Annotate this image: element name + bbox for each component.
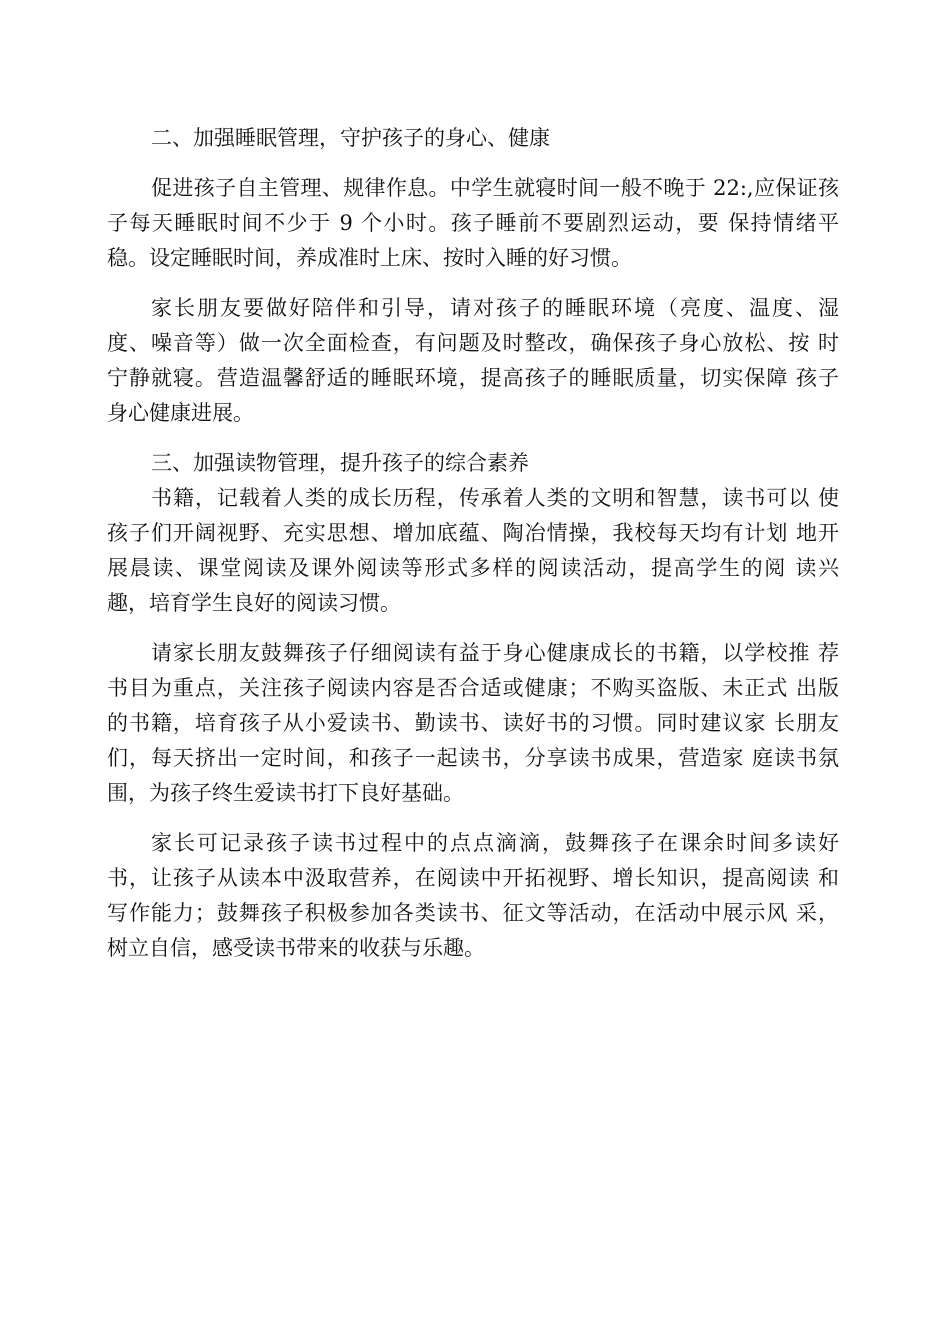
paragraph-line: 围，为孩子终生爱读书打下良好基础。: [107, 781, 464, 805]
paragraph-line: 身心健康进展。: [107, 401, 254, 425]
paragraph-line: 书籍，记载着人类的成长历程，传承着人类的文明和智慧，读书可以 使: [151, 486, 839, 510]
paragraph-line: 度、噪音等）做一次全面检查，有问题及时整改，确保孩子身心放松、按 时: [107, 331, 839, 355]
paragraph-line: 稳。设定睡眠时间，养成准时上床、按时入睡的好习惯。: [107, 246, 632, 270]
document-body: [107, 121, 839, 966]
paragraph-line: 家长可记录孩子读书过程中的点点滴滴，鼓舞孩子在课余时间多读好: [151, 831, 839, 855]
paragraph-line: 写作能力；鼓舞孩子积极参加各类读书、征文等活动，在活动中展示风 采，: [107, 901, 839, 925]
paragraph-line: 家长朋友要做好陪伴和引导，请对孩子的睡眠环境（亮度、温度、湿: [151, 296, 839, 320]
paragraph-line: 们，每天挤出一定时间，和孩子一起读书，分享读书成果，营造家 庭读书氛: [107, 746, 839, 770]
paragraph: [107, 826, 839, 966]
paragraph: [107, 636, 839, 811]
paragraph-line: 请家长朋友鼓舞孩子仔细阅读有益于身心健康成长的书籍，以学校推 荐: [151, 641, 839, 665]
paragraph: [107, 171, 839, 276]
paragraph-line: 促进孩子自主管理、规律作息。中学生就寝时间一般不晚于 22:,应保证孩: [151, 176, 839, 200]
paragraph-line: 书，让孩子从读本中汲取营养，在阅读中开拓视野、增长知识，提高阅读 和: [107, 866, 839, 890]
paragraph-line: 子每天睡眠时间不少于 9 个小时。孩子睡前不要剧烈运动，要 保持情绪平: [107, 211, 839, 235]
paragraph-line: 趣，培育学生良好的阅读习惯。: [107, 591, 401, 615]
paragraph-line: 孩子们开阔视野、充实思想、增加底蕴、陶冶情操，我校每天均有计划 地开: [107, 521, 839, 545]
paragraph-line: 书目为重点，关注孩子阅读内容是否合适或健康；不购买盗版、未正式 出版: [107, 676, 839, 700]
section-heading: 二、加强睡眠管理，守护孩子的身心、健康: [151, 126, 550, 150]
paragraph: [107, 481, 839, 621]
paragraph-line: 树立自信，感受读书带来的收获与乐趣。: [107, 936, 485, 960]
paragraph: [107, 291, 839, 431]
section-heading: 三、加强读物管理，提升孩子的综合素养: [151, 451, 529, 475]
paragraph-line: 宁静就寝。营造温馨舒适的睡眠环境，提高孩子的睡眠质量，切实保障 孩子: [107, 366, 839, 390]
paragraph-line: 展晨读、课堂阅读及课外阅读等形式多样的阅读活动，提高学生的阅 读兴: [107, 556, 839, 580]
paragraph-line: 的书籍，培育孩子从小爱读书、勤读书、读好书的习惯。同时建议家 长朋友: [107, 711, 839, 735]
